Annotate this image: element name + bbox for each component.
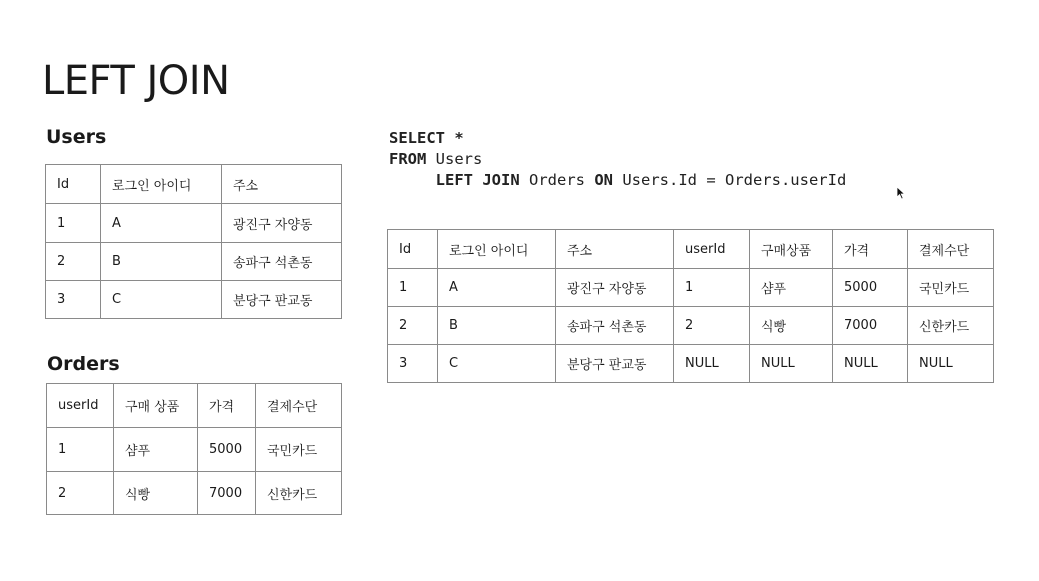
header-cell: 주소: [556, 230, 674, 269]
mouse-pointer-icon: [896, 186, 906, 200]
sql-keyword-on: ON: [594, 171, 613, 189]
table-cell: 1: [674, 269, 750, 307]
table-cell: 7000: [198, 472, 256, 515]
table-cell: 신한카드: [256, 472, 342, 515]
table-cell: 2: [46, 243, 101, 281]
header-cell: Id: [46, 165, 101, 204]
table-cell: 샴푸: [750, 269, 833, 307]
table-row: [46, 281, 342, 319]
table-header-row: [388, 230, 994, 269]
table-row: [47, 472, 342, 515]
orders-table: [46, 383, 342, 515]
table-header-row: [47, 384, 342, 428]
header-cell: userId: [674, 230, 750, 269]
table-cell: 7000: [833, 307, 908, 345]
table-row: [47, 428, 342, 472]
table-row: [46, 204, 342, 243]
table-cell: 신한카드: [908, 307, 994, 345]
sql-query: [389, 128, 846, 191]
table-cell: 2: [388, 307, 438, 345]
table-cell: 3: [46, 281, 101, 319]
table-cell: B: [438, 307, 556, 345]
table-cell: A: [101, 204, 222, 243]
sql-join-table: Orders: [519, 171, 595, 189]
table-cell: 3: [388, 345, 438, 383]
header-cell: 주소: [222, 165, 342, 204]
table-header-row: [46, 165, 342, 204]
table-cell: 1: [47, 428, 114, 472]
table-cell: NULL: [674, 345, 750, 383]
header-cell: 로그인 아이디: [438, 230, 556, 269]
sql-line-select: [389, 128, 846, 149]
header-cell: 가격: [833, 230, 908, 269]
header-cell: 결제수단: [908, 230, 994, 269]
header-cell: 가격: [198, 384, 256, 428]
sql-line-join: [389, 170, 846, 191]
table-cell: NULL: [750, 345, 833, 383]
slide-title: LEFT JOIN: [42, 58, 230, 104]
table-row: [388, 345, 994, 383]
sql-keyword-left-join: LEFT JOIN: [435, 171, 520, 189]
table-row: [388, 307, 994, 345]
header-cell: 결제수단: [256, 384, 342, 428]
sql-indent: [389, 171, 436, 189]
table-cell: 분당구 판교동: [222, 281, 342, 319]
header-cell: Id: [388, 230, 438, 269]
table-cell: 분당구 판교동: [556, 345, 674, 383]
users-table: [45, 164, 342, 319]
table-cell: 샴푸: [114, 428, 198, 472]
table-cell: NULL: [908, 345, 994, 383]
table-row: [46, 243, 342, 281]
header-cell: 구매상품: [750, 230, 833, 269]
sql-keyword-select: SELECT: [389, 129, 445, 147]
table-cell: 송파구 석촌동: [222, 243, 342, 281]
table-cell: C: [101, 281, 222, 319]
sql-join-condition: Users.Id = Orders.userId: [613, 171, 847, 189]
sql-from-table: Users: [426, 150, 483, 168]
table-cell: 5000: [198, 428, 256, 472]
sql-select-columns: *: [445, 129, 464, 147]
header-cell: userId: [47, 384, 114, 428]
table-cell: 국민카드: [256, 428, 342, 472]
sql-keyword-from: FROM: [389, 150, 427, 168]
table-row: [388, 269, 994, 307]
table-cell: C: [438, 345, 556, 383]
table-cell: 광진구 자양동: [222, 204, 342, 243]
orders-table-label: Orders: [47, 353, 120, 375]
table-cell: NULL: [833, 345, 908, 383]
table-cell: 2: [47, 472, 114, 515]
result-table: [387, 229, 994, 383]
table-cell: 2: [674, 307, 750, 345]
table-cell: 국민카드: [908, 269, 994, 307]
table-cell: 광진구 자양동: [556, 269, 674, 307]
table-cell: 1: [388, 269, 438, 307]
table-cell: B: [101, 243, 222, 281]
table-cell: 송파구 석촌동: [556, 307, 674, 345]
header-cell: 구매 상품: [114, 384, 198, 428]
table-cell: 식빵: [750, 307, 833, 345]
table-cell: 식빵: [114, 472, 198, 515]
users-table-label: Users: [46, 126, 107, 148]
table-cell: A: [438, 269, 556, 307]
header-cell: 로그인 아이디: [101, 165, 222, 204]
sql-line-from: [389, 149, 846, 170]
table-cell: 5000: [833, 269, 908, 307]
table-cell: 1: [46, 204, 101, 243]
